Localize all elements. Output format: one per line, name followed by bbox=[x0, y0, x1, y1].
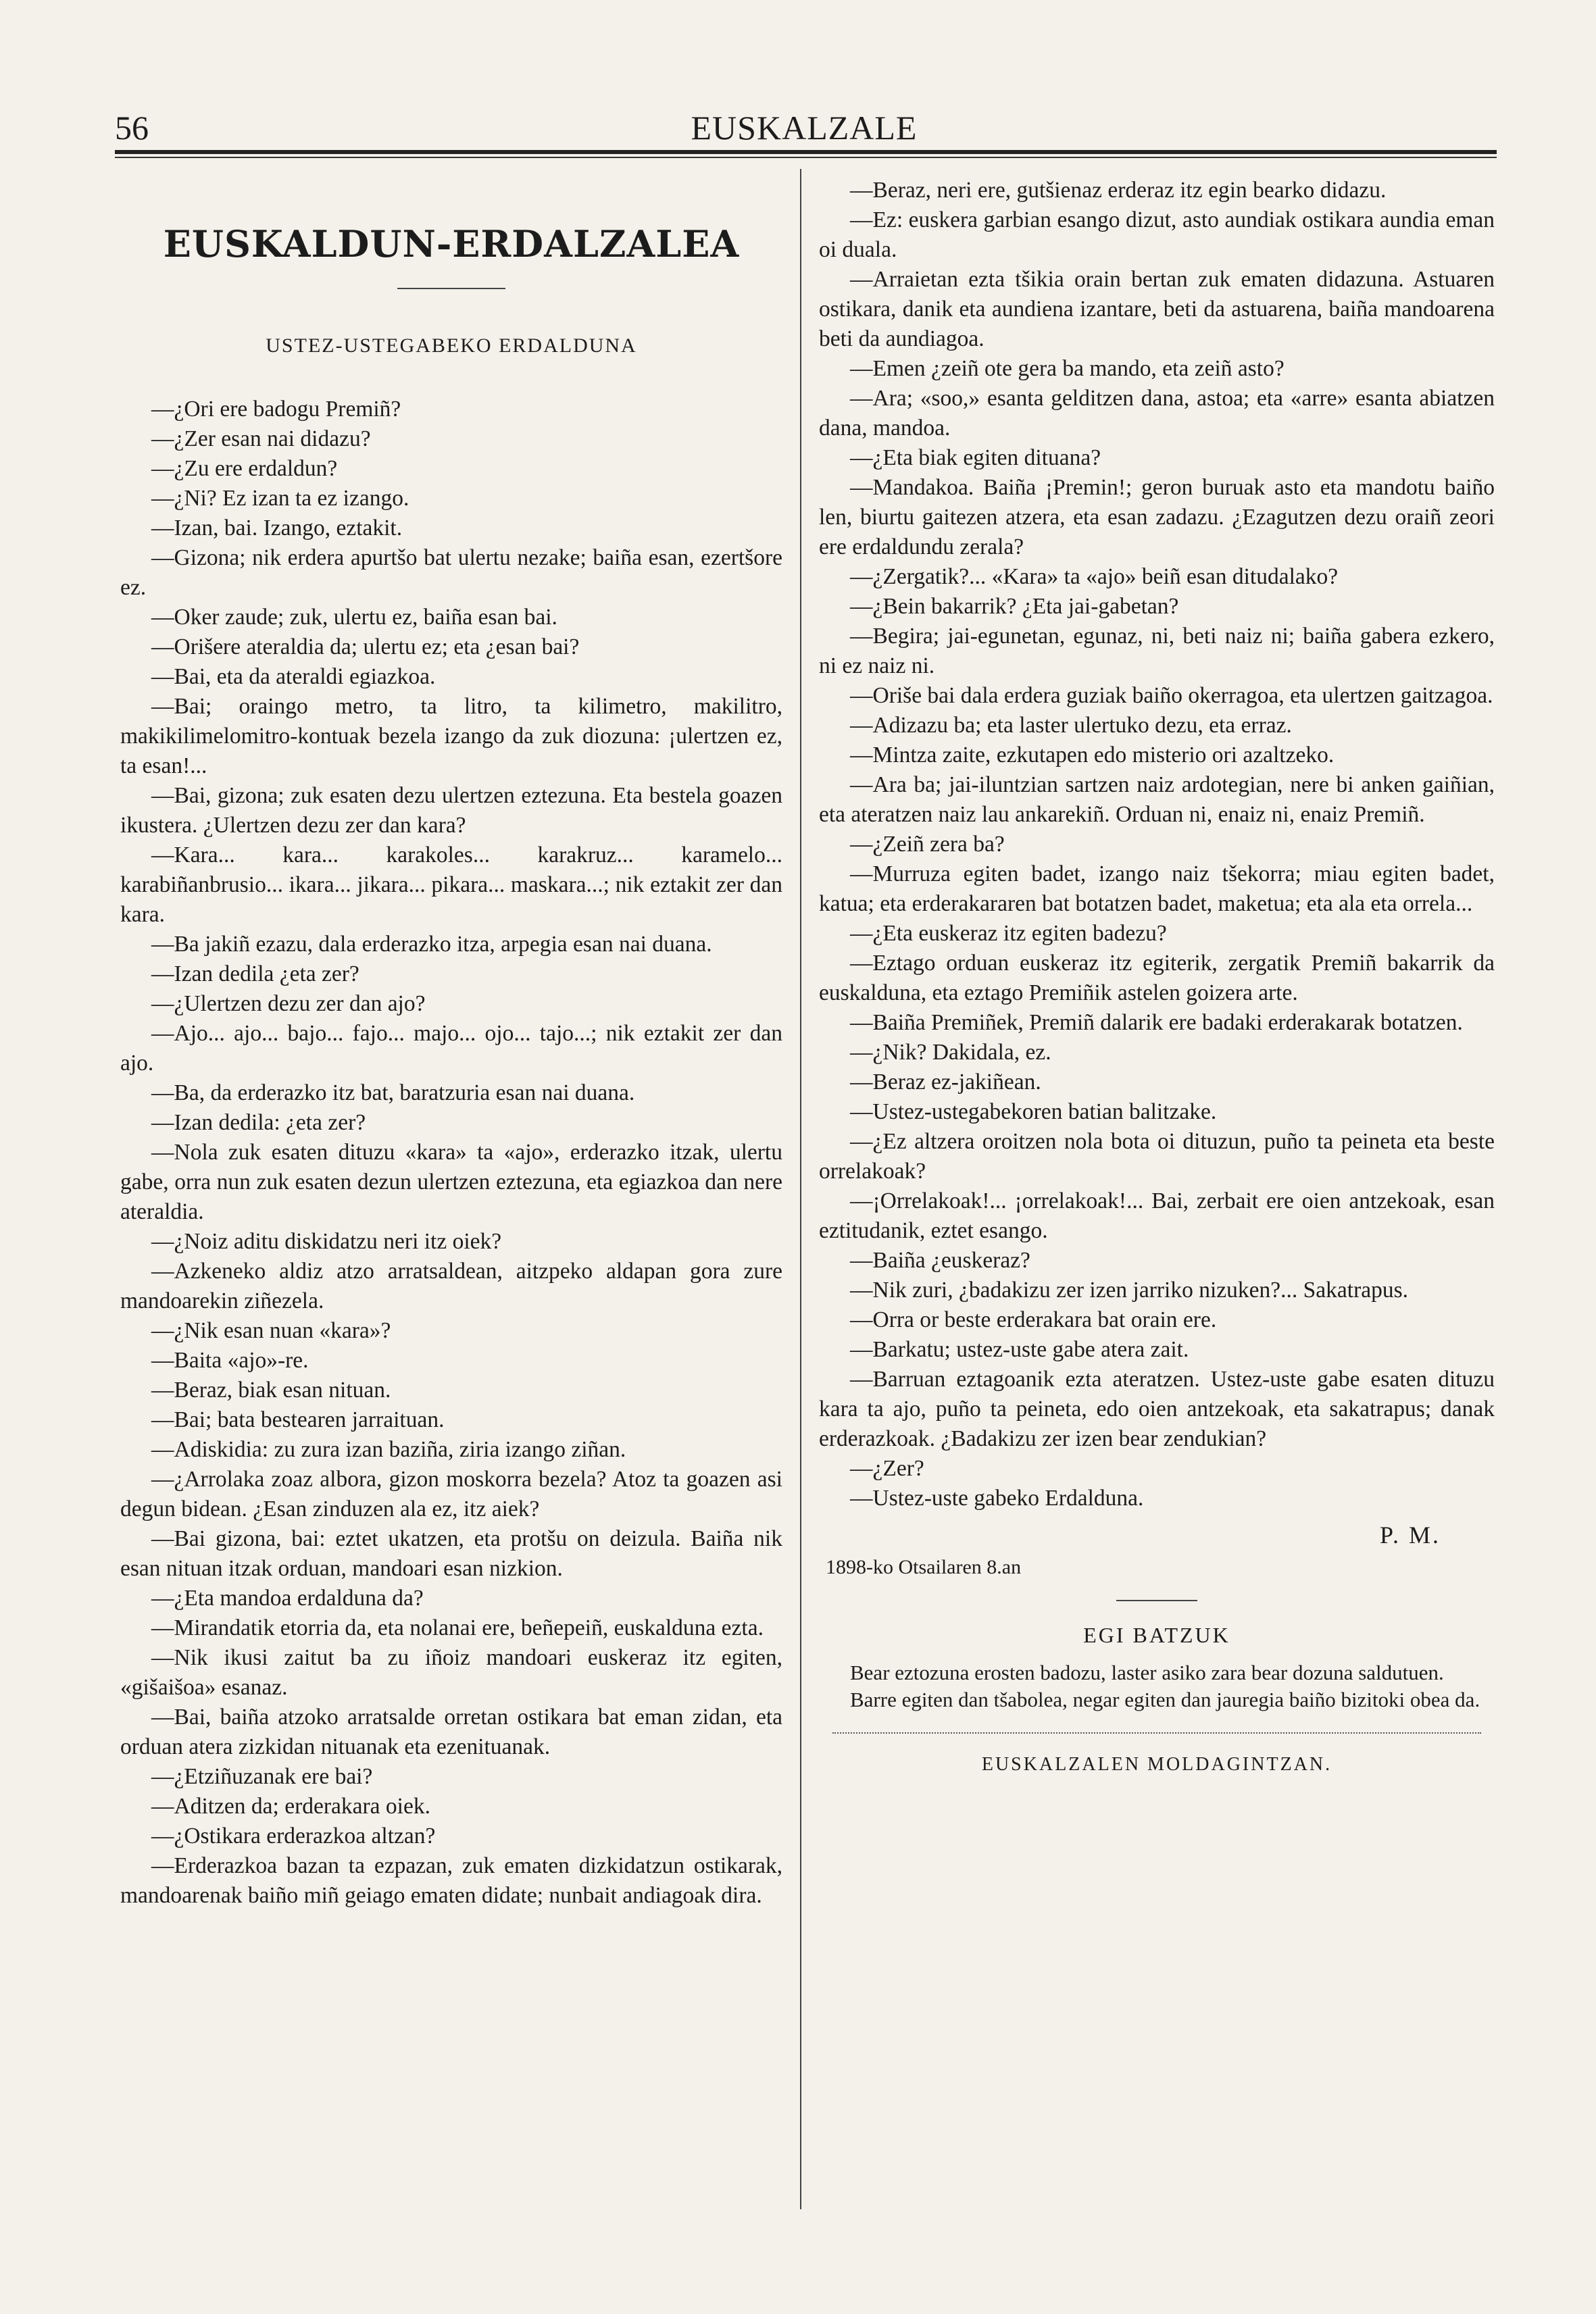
paragraph: —Bai; bata bestearen jarraituan. bbox=[151, 1407, 445, 1432]
paragraph: —Ba, da erderazko itz bat, baratzuria esan nai duana. bbox=[151, 1080, 635, 1105]
paragraph: —Mirandatik etorria da, eta nolanai ere, beñepeiñ, euskalduna ezta. bbox=[151, 1615, 764, 1640]
paragraph: —Ba jakiñ ezazu, dala erderazko itza, arpegia esan nai duana. bbox=[151, 932, 712, 957]
paragraph: —Eztago orduan euskeraz itz egiterik, zergatik Premiñ bakarrik da euskalduna, eta eztago Premiñik astelen goizera arte. bbox=[819, 951, 1495, 1005]
header-rule bbox=[115, 150, 1497, 154]
page-number: 56 bbox=[115, 109, 149, 147]
paragraph: —Adizazu ba; eta laster ulertuko dezu, eta erraz. bbox=[850, 713, 1292, 738]
paragraph: —Baiña ¿euskeraz? bbox=[850, 1248, 1030, 1273]
paragraph: —¡Orrelakoak!... ¡orrelakoak!... Bai, zerbait ere oien antzekoak, esan eztitudanik, eztet esango. bbox=[819, 1188, 1495, 1243]
paragraph: —Barruan eztagoanik ezta ateratzen. Ustez-uste gabe esaten dituzu kara ta ajo, puño ta peineta, edo oien antzekoak, eta sakatrapus; danak erderazkoak. ¿Badakizu zer izen bear zendukian? bbox=[819, 1367, 1495, 1451]
paragraph: —Orišere ateraldia da; ulertu ez; eta ¿esan bai? bbox=[151, 634, 580, 659]
right-column-body bbox=[819, 176, 1495, 1513]
paragraph: —Ustez-uste gabeko Erdalduna. bbox=[850, 1486, 1144, 1511]
printer-imprint: EUSKALZALEN MOLDAGINTZAN. bbox=[981, 1754, 1332, 1775]
paragraph: —Erderazkoa bazan ta ezpazan, zuk ematen dizkidatzun ostikarak, mandoarenak baiño miñ geiago ematen didate; nunbait andiagoak dira. bbox=[120, 1853, 782, 1908]
paragraph: —¿Zergatik?... «Kara» ta «ajo» beiñ esan ditudalako? bbox=[850, 564, 1339, 589]
paragraph: —¿Zu ere erdaldun? bbox=[151, 456, 338, 481]
paragraph: —Barkatu; ustez-uste gabe atera zait. bbox=[850, 1337, 1189, 1362]
paragraph: —Izan dedila: ¿eta zer? bbox=[151, 1110, 366, 1135]
paragraph: Barre egiten dan tšabolea, negar egiten dan jauregia baiño bizitoki obea da. bbox=[850, 1688, 1480, 1711]
running-title: EUSKALZALE bbox=[691, 109, 918, 147]
paragraph: —¿Zer? bbox=[850, 1456, 924, 1481]
paragraph: —Murruza egiten badet, izango naiz tšekorra; miau egiten badet, katua; eta erderakararen bat botatzen badet, maketua; eta ala eta orrela... bbox=[819, 861, 1495, 916]
paragraph: —¿Eta biak egiten dituana? bbox=[850, 445, 1101, 470]
paragraph: —¿Noiz aditu diskidatzu neri itz oiek? bbox=[151, 1229, 502, 1254]
article-date: 1898-ko Otsailaren 8.an bbox=[826, 1556, 1022, 1578]
paragraph: —Bai gizona, bai: eztet ukatzen, eta protšu on deizula. Baiña nik esan nituan itzak orduan, mandoari esan nizkion. bbox=[120, 1526, 782, 1581]
paragraph: —¿Nik? Dakidala, ez. bbox=[850, 1040, 1051, 1065]
paragraph: —Bai, baiña atzoko arratsalde orretan ostikara bat eman zidan, eta orduan atera zizkidan nituanak eta ezenituanak. bbox=[120, 1705, 782, 1759]
paragraph: —¿Ulertzen dezu zer dan ajo? bbox=[151, 991, 426, 1016]
left-column-body bbox=[120, 395, 782, 1911]
paragraph: —Mintza zaite, ezkutapen edo misterio ori azaltzeko. bbox=[850, 743, 1335, 768]
paragraph: —¿Ostikara erderazkoa altzan? bbox=[151, 1823, 436, 1848]
paragraph: —Izan, bai. Izango, eztakit. bbox=[151, 515, 403, 540]
paragraph: —Bai; oraingo metro, ta litro, ta kilimetro, makilitro, makikilimelomitro-kontuak bezela izango da zuk diozuna: ¡ulertzen ez, ta esan!... bbox=[120, 694, 782, 778]
paragraph: —¿Arrolaka zoaz albora, gizon moskorra bezela? Atoz ta goazen asi degun bidean. ¿Esan zinduzen ala ez, itz aiek? bbox=[120, 1467, 782, 1521]
paragraph: —Bai, gizona; zuk esaten dezu ulertzen eztezuna. Eta bestela goazen ikustera. ¿Ulertzen dezu zer dan kara? bbox=[120, 783, 782, 838]
paragraph: —Ajo... ajo... bajo... fajo... majo... ojo... tajo...; nik eztakit zer dan ajo. bbox=[120, 1021, 782, 1076]
article-subtitle: USTEZ-USTEGABEKO ERDALDUNA bbox=[266, 334, 637, 357]
paragraph: —Beraz, biak esan nituan. bbox=[151, 1378, 391, 1403]
paragraph: —Nik ikusi zaitut ba zu iñoiz mandoari euskeraz itz egiten, «gišaišoa» esanaz. bbox=[120, 1645, 782, 1700]
paragraph: Bear eztozuna erosten badozu, laster asiko zara bear dozuna saldutuen. bbox=[850, 1661, 1444, 1684]
paragraph: —Beraz ez-jakiñean. bbox=[850, 1070, 1041, 1095]
paragraph: —Aditzen da; erderakara oiek. bbox=[151, 1794, 430, 1819]
paragraph: —Ustez-ustegabekoren batian balitzake. bbox=[850, 1099, 1217, 1124]
right-column bbox=[819, 176, 1495, 1780]
paragraph: —Arraietan ezta tšikia orain bertan zuk ematen didazuna. Astuaren ostikara, danik eta aundiena izantare, beti da astuarena, baiña mandoarena beti da aundiagoa. bbox=[819, 267, 1495, 351]
paragraph: —Baiña Premiñek, Premiñ dalarik ere badaki erderakarak botatzen. bbox=[850, 1010, 1463, 1035]
paragraph: —¿Nik esan nuan «kara»? bbox=[151, 1318, 391, 1343]
paragraph: —Ara; «soo,» esanta gelditzen dana, astoa; eta «arre» esanta abiatzen dana, mandoa. bbox=[819, 386, 1495, 441]
paragraph: —Emen ¿zeiñ ote gera ba mando, eta zeiñ asto? bbox=[850, 356, 1285, 381]
section-rule bbox=[1116, 1600, 1197, 1601]
paragraph: —Ez: euskera garbian esango dizut, asto aundiak ostikara aundia eman oi duala. bbox=[819, 207, 1495, 262]
paragraph: —Bai, eta da ateraldi egiazkoa. bbox=[151, 664, 436, 689]
paragraph: —¿Eta euskeraz itz egiten badezu? bbox=[850, 921, 1167, 946]
article-title: EUSKALDUN-ERDALZALEA bbox=[163, 222, 740, 266]
paragraph: —Kara... kara... karakoles... karakruz... karamelo... karabiñanbrusio... ikara... jikara... pikara... maskara...; nik eztakit zer dan kara. bbox=[120, 842, 782, 927]
paragraph: —Oriše bai dala erdera guziak baiño okerragoa, eta ulertzen gaitzagoa. bbox=[850, 683, 1493, 708]
paragraph: —Baita «ajo»-re. bbox=[151, 1348, 309, 1373]
paragraph: —¿Ori ere badogu Premiñ? bbox=[151, 397, 401, 422]
paragraph: —¿Zer esan nai didazu? bbox=[151, 426, 371, 451]
paragraph: —Ara ba; jai-iluntzian sartzen naiz ardotegian, nere bi anken gaiñian, eta ateratzen naiz lau ankarekiñ. Orduan ni, enaiz ni, enaiz Premiñ. bbox=[819, 772, 1495, 827]
paragraph: —Beraz, neri ere, gutšienaz erderaz itz egin bearko didazu. bbox=[850, 178, 1387, 203]
column-divider bbox=[800, 169, 801, 2209]
paragraph: —Nik zuri, ¿badakizu zer izen jarriko nizuken?... Sakatrapus. bbox=[850, 1278, 1409, 1303]
page-header bbox=[115, 101, 1493, 149]
paragraph: —¿Ez altzera oroitzen nola bota oi dituzun, puño ta peineta eta beste orrelakoak? bbox=[819, 1129, 1495, 1184]
paragraph: —Gizona; nik erdera apurtšo bat ulertu nezake; baiña esan, ezertšore ez. bbox=[120, 545, 782, 600]
paragraph: —¿Zeiñ zera ba? bbox=[850, 832, 1005, 857]
paragraph: —Adiskidia: zu zura izan baziña, ziria izango ziñan. bbox=[151, 1437, 626, 1462]
author-signature: P. M. bbox=[1379, 1521, 1441, 1549]
paragraph: —Azkeneko aldiz atzo arratsaldean, aitzpeko aldapan gora zure mandoarekin ziñezela. bbox=[120, 1259, 782, 1313]
paragraph: —Begira; jai-egunetan, egunaz, ni, beti naiz ni; baiña gabera ezkero, ni ez naiz ni. bbox=[819, 624, 1495, 678]
section-body bbox=[819, 1659, 1495, 1713]
paragraph: —Orra or beste erderakara bat orain ere. bbox=[850, 1307, 1217, 1332]
paragraph: —¿Bein bakarrik? ¿Eta jai-gabetan? bbox=[850, 594, 1179, 619]
title-rule bbox=[397, 288, 505, 289]
paragraph: —Mandakoa. Baiña ¡Premin!; geron buruak asto eta mandotu baiño len, biurtu gaitezen atzera, eta esan zadazu. ¿Ezagutzen dezu oraiñ zeori ere erdaldundu zerala? bbox=[819, 475, 1495, 559]
paragraph: —Nola zuk esaten dituzu «kara» ta «ajo», erderazko itzak, ulertu gabe, orra nun zuk esaten dezun ulertzen eztezuna, eta egiazkoa dan nere ateraldia. bbox=[120, 1140, 782, 1224]
paragraph: —¿Etziñuzanak ere bai? bbox=[151, 1764, 373, 1789]
printer-rule bbox=[832, 1732, 1481, 1734]
paragraph: —Izan dedila ¿eta zer? bbox=[151, 961, 359, 986]
paragraph: —Oker zaude; zuk, ulertu ez, baiña esan bai. bbox=[151, 605, 557, 630]
left-column bbox=[120, 176, 782, 1911]
paragraph: —¿Ni? Ez izan ta ez izango. bbox=[151, 486, 409, 511]
section-title: EGI BATZUK bbox=[1083, 1623, 1230, 1647]
paragraph: —¿Eta mandoa erdalduna da? bbox=[151, 1586, 424, 1611]
header-rule-thin bbox=[115, 157, 1497, 158]
